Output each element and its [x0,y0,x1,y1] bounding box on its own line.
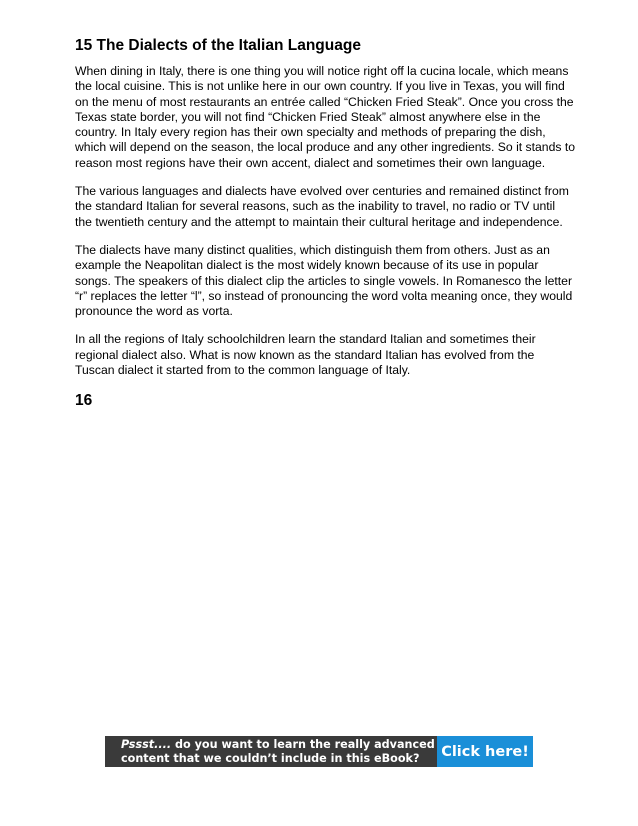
next-section-number: 16 [75,392,93,410]
paragraph-1: When dining in Italy, there is one thing you will notice right off la cucina locale, which means the local cuisine. This is not unlike here in our own country. If you live in Texas, you will find on the menu of most restaurants an entrée called “Chicken Fried Steak”. Once you cross the Texas state border, you will not find “Chicken Fried Steak” almost anywhere else in the country. In Italy every region has their own specialty and methods of preparing the dish, which will depend on the season, the local produce and any other ingredients. So it stands to reason most regions have their own accent, dialect and sometimes their own language. [75,64,576,170]
banner-lead: Pssst.... [121,738,172,751]
paragraph-3: The dialects have many distinct qualities, which distinguish them from others. Just as an example the Neapolitan dialect is the most widely known because of its use in popular songs. The speakers of this dialect clip the articles to single vowels. In Romanesco the letter “r” replaces the letter “l”, so instead of pronouncing the word volta meaning once, they would pronounce the word as vorta. [75,242,573,319]
paragraph-4: In all the regions of Italy schoolchildren learn the standard Italian and sometimes their regional dialect also. What is now known as the standard Italian has evolved from the Tuscan dialect it started from to the common language of Italy. [75,332,536,378]
paragraph-2: The various languages and dialects have evolved over centuries and remained distinct from the standard Italian for several reasons, such as the inability to travel, no radio or TV until the twentieth century and the attempt to maintain their cultural heritage and independence. [75,184,569,229]
upsell-banner[interactable] [105,736,533,767]
banner-line-1 [121,738,435,752]
banner-line-1-rest: do you want to learn the really advanced [171,738,435,751]
click-here-button[interactable]: Click here! [437,736,533,767]
page-content [75,36,575,411]
banner-message [105,736,437,767]
banner-line-2: content that we couldn’t include in this eBook? [121,751,420,765]
section-title: 15 The Dialects of the Italian Language [75,37,361,54]
